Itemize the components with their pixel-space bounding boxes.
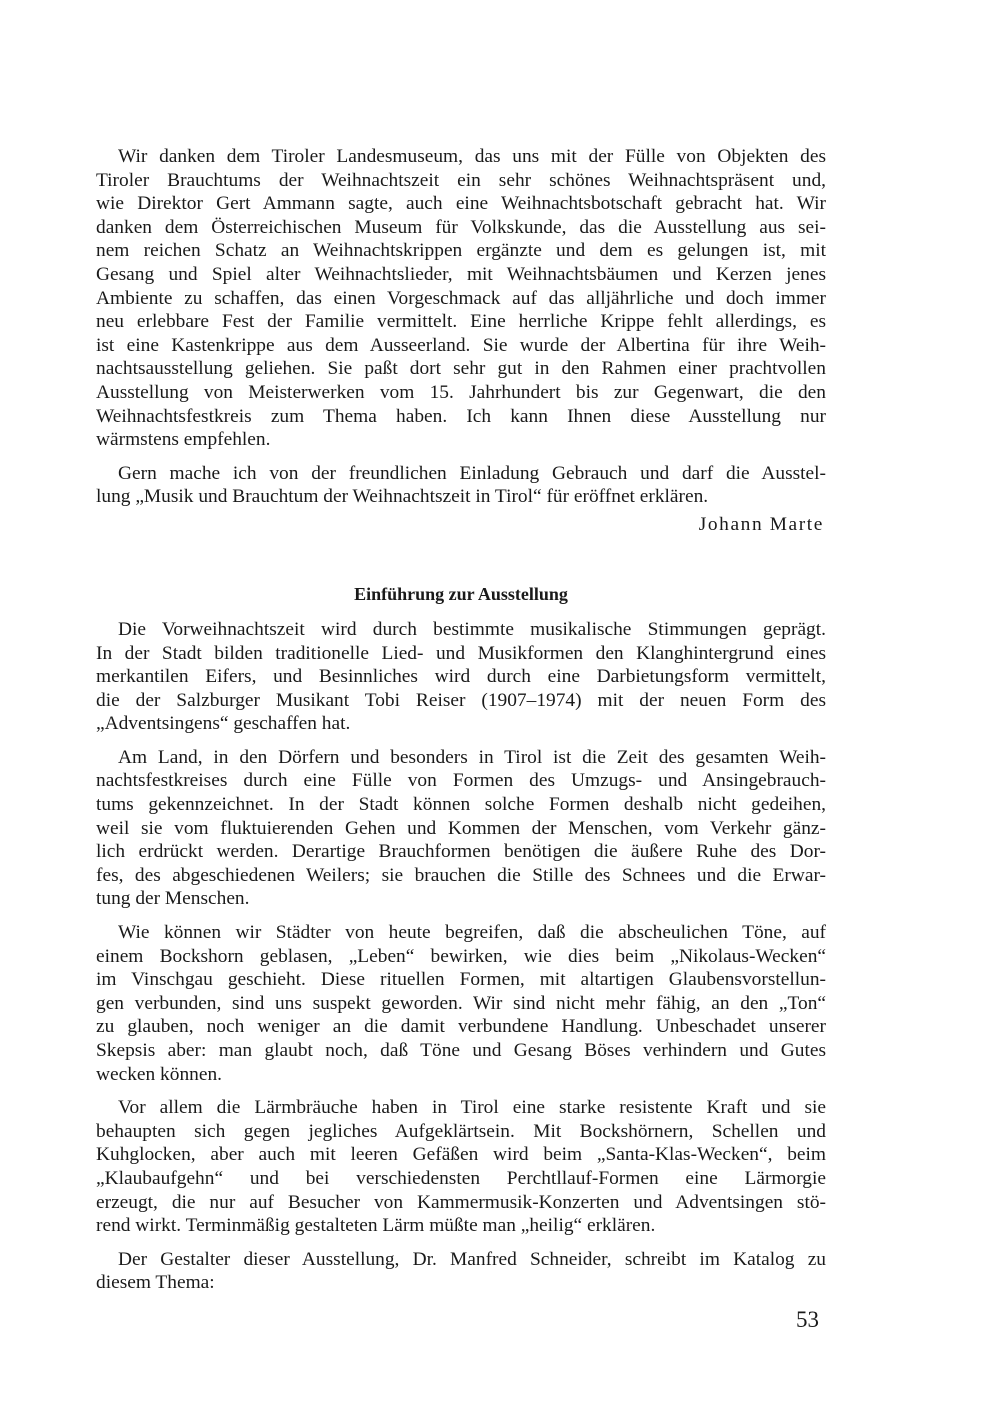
text-line: Weihnachtsfestkreis zum Thema haben. Ich kann Ihnen diese Ausstellung nur: [96, 405, 826, 427]
text-line: neu erlebbare Fest der Familie vermittelt. Eine herrliche Krippe fehlt allerdings, es: [96, 311, 826, 333]
text-line: tung der Menschen.: [96, 888, 250, 910]
text-line: einem Bockshorn geblasen, „Leben“ bewirken, wie dies beim „Nikolaus-Wecken“: [96, 945, 826, 967]
text-line: lung „Musik und Brauchtum der Weihnachtszeit in Tirol“ für eröffnet erklären.: [96, 486, 709, 508]
text-line: Der Gestalter dieser Ausstellung, Dr. Manfred Schneider, schreibt im Katalog zu: [118, 1248, 826, 1270]
text-line: nem reichen Schatz an Weihnachtskrippen ergänzte und dem es gelungen ist, mit: [96, 240, 826, 262]
signature: Johann Marte: [698, 513, 824, 535]
text-line: Vor allem die Lärmbräuche haben in Tirol eine starke resistente Kraft und sie: [118, 1097, 826, 1119]
text-line: tums gekennzeichnet. In der Stadt können solche Formen deshalb nicht gedeihen,: [96, 794, 826, 816]
paragraph: [96, 921, 826, 1086]
text-line: nachtsausstellung geliehen. Sie paßt dort sehr gut in den Rahmen einer prachtvollen: [96, 358, 826, 380]
text-line: merkantilen Eifers, und Besinnliches wird durch eine Darbietungsform vermittelt,: [96, 666, 826, 688]
text-line: lich erdrückt werden. Derartige Brauchformen benötigen die äußere Ruhe des Dor-: [96, 841, 826, 863]
text-line: Skepsis aber: man glaubt noch, daß Töne und Gesang Böses verhindern und Gutes: [96, 1040, 826, 1061]
text-line: danken dem Österreichischen Museum für Volkskunde, das die Ausstellung aus sei-: [96, 216, 826, 238]
text-line: die der Salzburger Musikant Tobi Reiser (1907–1974) mit der neuen Form des: [96, 689, 826, 711]
intro-text: [96, 145, 826, 509]
text-line: „Klaubaufgehn“ und bei verschiedensten Perchtllauf-Formen eine Lärmorgie: [96, 1167, 826, 1189]
page-content: [96, 145, 826, 1305]
section-text: [96, 618, 826, 1295]
text-line: zu glauben, noch weniger an die damit verbundene Handlung. Unbeschadet unserer: [96, 1016, 826, 1038]
text-line: rend wirkt. Terminmäßig gestalteten Lärm müßte man „heilig“ erklären.: [96, 1215, 656, 1237]
text-line: weil sie vom fluktuierenden Gehen und Kommen der Menschen, vom Verkehr gänz-: [96, 817, 826, 839]
text-line: diesem Thema:: [96, 1272, 215, 1294]
text-line: Gesang und Spiel alter Weihnachtslieder, mit Weihnachtsbäumen und Kerzen jenes: [96, 263, 826, 285]
text-line: Tiroler Brauchtums der Weihnachtszeit ein sehr schönes Weihnachtspräsent und,: [96, 169, 826, 191]
text-line: wärmstens empfehlen.: [96, 429, 271, 451]
text-line: In der Stadt bilden traditionelle Lied- und Musikformen den Klanghintergrund eines: [96, 642, 826, 664]
text-line: behaupten sich gegen jegliches Aufgeklärtsein. Mit Bockshörnern, Schellen und: [96, 1120, 826, 1142]
paragraph: [96, 618, 826, 736]
text-line: Am Land, in den Dörfern und besonders in Tirol ist die Zeit des gesamten Weih-: [118, 746, 826, 768]
section-title: Einführung zur Ausstellung: [354, 583, 568, 604]
paragraph: [96, 1248, 826, 1295]
paragraph: [96, 746, 826, 911]
text-line: Die Vorweihnachtszeit wird durch bestimmte musikalische Stimmungen geprägt.: [118, 618, 826, 640]
page-number: 53: [796, 1307, 819, 1332]
text-line: gen verbunden, sind uns suspekt geworden. Wir sind nicht mehr fähig, an den „Ton“: [96, 992, 826, 1014]
text-line: nachtsfestkreises durch eine Fülle von Formen des Umzugs- und Ansingebrauch-: [96, 770, 826, 792]
paragraph: [96, 462, 826, 509]
text-line: erzeugt, die nur auf Besucher von Kammermusik-Konzerten und Adventsingen stö-: [96, 1191, 826, 1213]
text-line: wecken können.: [96, 1063, 222, 1085]
text-line: „Adventsingens“ geschaffen hat.: [96, 713, 351, 735]
text-line: fes, des abgeschiedenen Weilers; sie brauchen die Stille des Schnees und die Erwar-: [96, 864, 826, 886]
text-line: im Vinschgau geschieht. Diese rituellen Formen, mit altartigen Glaubensvorstellun-: [96, 969, 826, 991]
text-line: Ausstellung von Meisterwerken vom 15. Jahrhundert bis zur Gegenwart, die den: [96, 381, 826, 403]
text-line: wie Direktor Gert Ammann sagte, auch eine Weihnachtsbotschaft gebracht hat. Wir: [96, 193, 826, 215]
paragraph: [96, 1096, 826, 1238]
text-line: Kuhglocken, aber auch mit leeren Gefäßen wird beim „Santa-Klas-Wecken“, beim: [96, 1144, 826, 1166]
paragraph: [96, 145, 826, 452]
text-line: Gern mache ich von der freundlichen Einladung Gebrauch und darf die Ausstel-: [118, 462, 826, 484]
text-line: ist eine Kastenkrippe aus dem Ausseerland. Sie wurde der Albertina für ihre Weih-: [96, 334, 826, 356]
text-line: Wir danken dem Tiroler Landesmuseum, das uns mit der Fülle von Objekten des: [118, 146, 826, 167]
text-line: Wie können wir Städter von heute begreifen, daß die abscheulichen Töne, auf: [118, 922, 826, 944]
text-line: Ambiente zu schaffen, das einen Vorgeschmack auf das alljährliche und doch immer: [96, 287, 826, 309]
